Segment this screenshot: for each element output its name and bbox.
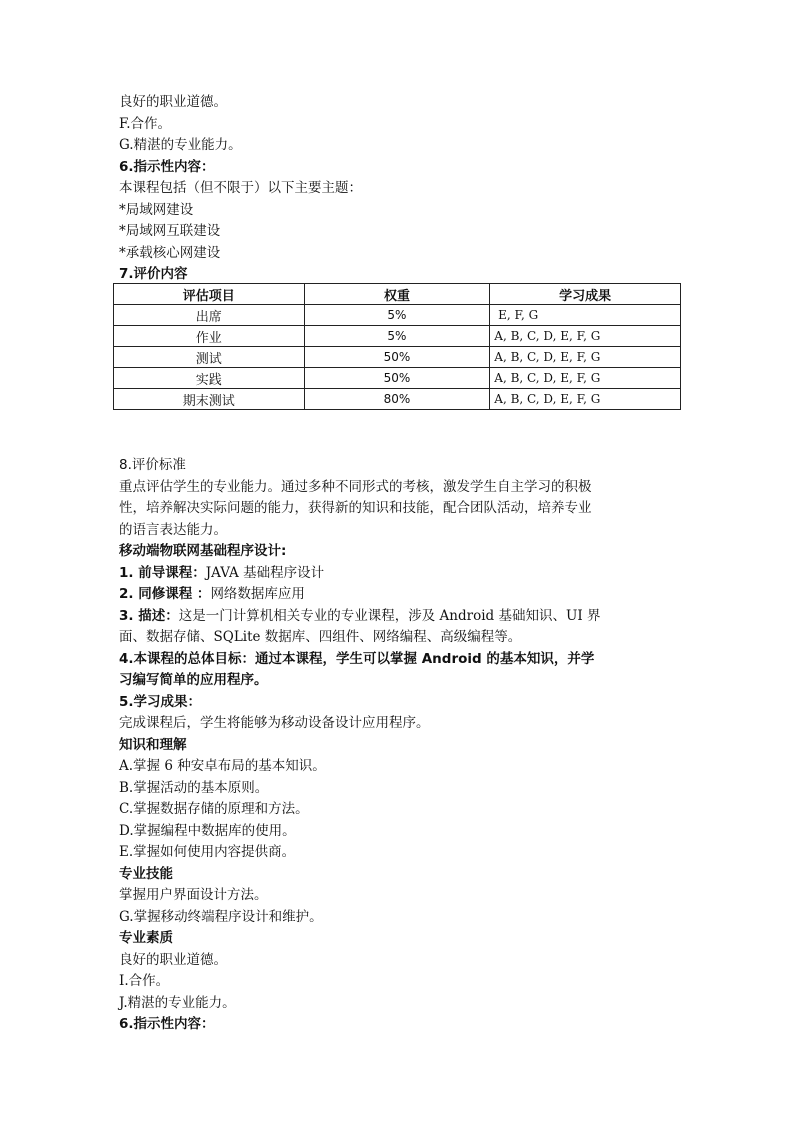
table-row	[114, 389, 681, 410]
header-weight: 权重	[304, 284, 490, 305]
corequisite-label: 同修课程 ：	[138, 586, 211, 602]
header-item: 评估项目	[114, 284, 305, 305]
cell-outcomes: A, B, C, D, E, F, G	[490, 389, 681, 410]
cell-weight: 50%	[304, 347, 490, 368]
description-label: 描述：	[138, 607, 179, 624]
cell-item: 实践	[114, 368, 305, 389]
cell-item: 测试	[114, 347, 305, 368]
prerequisite-text: JAVA 基础程序设计	[205, 564, 325, 581]
knowledge-item: B.掌握活动的基本原则。	[119, 779, 269, 796]
paragraph-line: 的语言表达能力。	[119, 521, 227, 538]
quality-item: J.精湛的专业能力。	[119, 994, 236, 1011]
course-goal-line-1: 4.本课程的总体目标：通过本课程，学生可以掌握 Android 的基本知识，并学	[119, 650, 595, 667]
table-row	[114, 326, 681, 347]
cell-weight: 80%	[304, 389, 490, 410]
cell-item: 作业	[114, 326, 305, 347]
section-8	[119, 455, 679, 1036]
quality-item: I.合作。	[119, 973, 170, 989]
table-header-row	[114, 284, 681, 305]
topics-intro: 本课程包括（但不限于）以下主要主题：	[119, 180, 362, 196]
ability-line: G.精湛的专业能力。	[119, 137, 242, 153]
quality-heading: 专业素质	[119, 930, 173, 946]
topic-item: *局域网建设	[119, 201, 194, 218]
top-section	[119, 92, 679, 286]
cooperation-line: F.合作。	[119, 115, 172, 132]
skills-item: G.掌握移动终端程序设计和维护。	[119, 908, 323, 925]
cell-outcomes: A, B, C, D, E, F, G	[490, 368, 681, 389]
skills-heading: 专业技能	[119, 865, 173, 882]
cell-item: 出席	[114, 305, 305, 326]
cell-weight: 5%	[304, 305, 490, 326]
item-number: 2.	[119, 586, 139, 602]
section-8-heading: 8.评价标准	[119, 457, 186, 473]
header-outcomes: 学习成果	[490, 284, 681, 305]
section-6-heading: 6.指示性内容：	[119, 158, 215, 175]
knowledge-item: D.掌握编程中数据库的使用。	[119, 822, 296, 839]
section-6-heading-bottom: 6.指示性内容：	[119, 1016, 215, 1032]
prerequisite-line	[119, 563, 679, 585]
learning-outcomes-heading: 5.学习成果：	[119, 693, 202, 710]
table-row	[114, 347, 681, 368]
topic-item: *局域网互联建设	[119, 223, 221, 239]
paragraph-line: 性，培养解决实际问题的能力，获得新的知识和技能，配合团队活动，培养专业	[119, 500, 592, 516]
item-number: 3.	[119, 607, 139, 624]
evaluation-table	[113, 283, 681, 410]
quality-item: 良好的职业道德。	[119, 951, 227, 968]
ethics-line: 良好的职业道德。	[119, 94, 227, 110]
prerequisite-label: 前导课程：	[138, 564, 206, 581]
cell-outcomes: A, B, C, D, E, F, G	[490, 347, 681, 368]
corequisite-line	[119, 584, 679, 606]
course-title: 移动端物联网基础程序设计:	[119, 543, 287, 559]
cell-item: 期末测试	[114, 389, 305, 410]
corequisite-text: 网络数据库应用	[210, 586, 305, 602]
description-line-2: 面、数据存储、SQLite 数据库、四组件、网络编程、高级编程等。	[119, 629, 522, 645]
cell-weight: 50%	[304, 368, 490, 389]
cell-outcomes: A, B, C, D, E, F, G	[490, 326, 681, 347]
skills-item: 掌握用户界面设计方法。	[119, 887, 268, 903]
section-7-heading: 7.评价内容	[119, 266, 188, 282]
knowledge-item: E.掌握如何使用内容提供商。	[119, 844, 296, 860]
paragraph-line: 重点评估学生的专业能力。通过多种不同形式的考核，激发学生自主学习的积极	[119, 478, 592, 495]
cell-outcomes: E, F, G	[490, 305, 681, 326]
knowledge-heading: 知识和理解	[119, 736, 187, 753]
item-number: 1.	[119, 564, 139, 581]
table-row	[114, 305, 681, 326]
knowledge-item: C.掌握数据存储的原理和方法。	[119, 801, 309, 817]
learning-outcomes-text: 完成课程后，学生将能够为移动设备设计应用程序。	[119, 715, 430, 731]
description-line	[119, 606, 679, 628]
course-goal-line-2: 习编写简单的应用程序。	[119, 672, 268, 688]
topic-item: *承载核心网建设	[119, 244, 221, 261]
description-text: 这是一门计算机相关专业的专业课程，涉及 Android 基础知识、UI 界	[178, 607, 601, 624]
knowledge-item: A.掌握 6 种安卓布局的基本知识。	[119, 758, 326, 774]
cell-weight: 5%	[304, 326, 490, 347]
table-row	[114, 368, 681, 389]
